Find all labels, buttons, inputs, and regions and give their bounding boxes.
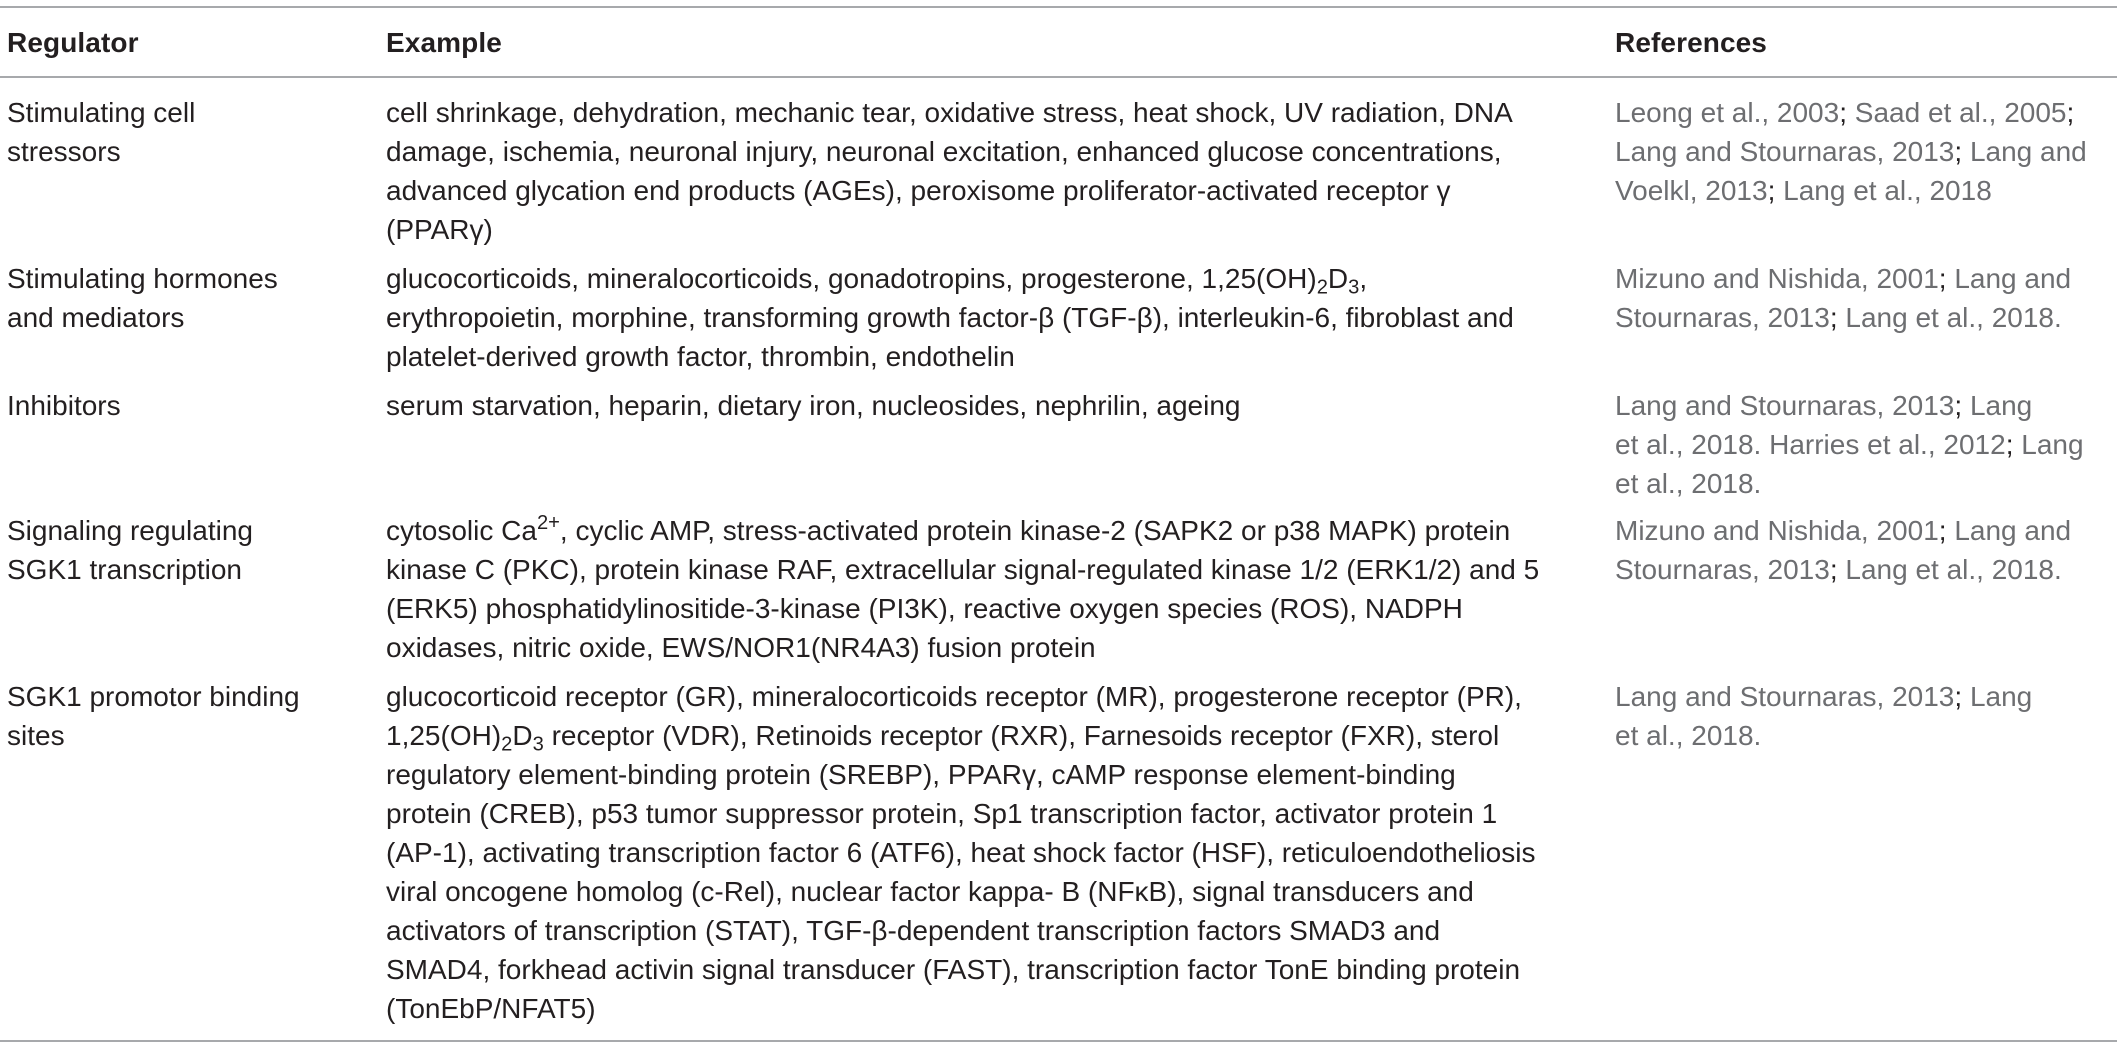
example-line <box>386 550 1571 589</box>
example-line <box>386 93 1571 132</box>
reference-link[interactable]: Mizuno and Nishida, 2001 <box>1615 515 1939 546</box>
example-line <box>386 989 1571 1028</box>
example-line <box>386 511 1571 550</box>
example-line <box>386 872 1571 911</box>
reference-separator: ; <box>2005 429 2022 460</box>
row-1-regulator <box>7 259 367 337</box>
bottom-rule <box>0 1040 2117 1042</box>
example-text: 1,25(OH) <box>386 720 502 751</box>
reference-separator: ; <box>1954 390 1970 421</box>
example-text: protein (CREB), p53 tumor suppressor protein, Sp1 transcription factor, activator protein 1 <box>386 798 1498 829</box>
example-text: advanced glycation end products (AGEs), peroxisome proliferator-activated receptor γ <box>386 175 1451 206</box>
regulator-line: stressors <box>7 136 121 167</box>
reference-line <box>1615 677 2115 716</box>
row-0-example <box>386 93 1571 249</box>
reference-separator: ; <box>1767 175 1784 206</box>
reference-link[interactable]: Lang and <box>1969 136 2087 167</box>
example-text: cell shrinkage, dehydration, mechanic tear, oxidative stress, heat shock, UV radiation, DNA <box>386 97 1513 128</box>
reference-link[interactable]: et al., 2018. Harries et al., 2012 <box>1615 429 2006 460</box>
regulator-line: Stimulating hormones <box>7 263 278 294</box>
header-example: Example <box>386 27 502 58</box>
example-text: (ERK5) phosphatidylinositide-3-kinase (PI3K), reactive oxygen species (ROS), NADPH <box>386 593 1463 624</box>
reference-link[interactable]: Leong et al., 2003 <box>1615 97 1840 128</box>
regulator-line: Signaling regulating <box>7 515 253 546</box>
example-line <box>386 132 1571 171</box>
example-line <box>386 950 1571 989</box>
reference-link[interactable]: Lang and Stournaras, 2013 <box>1615 390 1955 421</box>
subscript: 2 <box>501 733 513 756</box>
regulator-line: Stimulating cell <box>7 97 196 128</box>
row-1-references <box>1615 259 2115 337</box>
example-line <box>386 794 1571 833</box>
example-line <box>386 589 1571 628</box>
example-text: activators of transcription (STAT), TGF-β-dependent transcription factors SMAD3 and <box>386 915 1441 946</box>
row-3-example <box>386 511 1571 667</box>
regulator-line: sites <box>7 720 65 751</box>
example-text: serum starvation, heparin, dietary iron, nucleosides, nephrilin, ageing <box>386 390 1241 421</box>
reference-link[interactable]: Lang et al., 2018. <box>1845 554 2062 585</box>
example-text: SMAD4, forkhead activin signal transducer (FAST), transcription factor TonE binding protein <box>386 954 1521 985</box>
row-4-regulator <box>7 677 367 755</box>
reference-link[interactable]: Lang <box>1969 390 2033 421</box>
row-0-references <box>1615 93 2115 210</box>
example-line <box>386 259 1571 298</box>
reference-link[interactable]: Lang and Stournaras, 2013 <box>1615 681 1955 712</box>
example-line <box>386 716 1571 755</box>
reference-line <box>1615 171 2115 210</box>
regulator-line: SGK1 promotor binding <box>7 681 300 712</box>
subscript: 3 <box>532 733 544 756</box>
reference-link[interactable]: Stournaras, 2013 <box>1615 302 1830 333</box>
reference-link[interactable]: et al., 2018. <box>1615 468 1762 499</box>
example-line <box>386 833 1571 872</box>
reference-link[interactable]: Voelkl, 2013 <box>1615 175 1768 206</box>
reference-link[interactable]: Lang <box>2021 429 2084 460</box>
reference-separator: ; <box>1938 515 1955 546</box>
row-4-example <box>386 677 1571 1028</box>
example-line <box>386 337 1571 376</box>
reference-line <box>1615 132 2115 171</box>
row-2-example <box>386 386 1571 425</box>
example-text: (AP-1), activating transcription factor 6 (ATF6), heat shock factor (HSF), reticuloendotheliosis <box>386 837 1536 868</box>
row-0-regulator <box>7 93 367 171</box>
reference-line <box>1615 298 2115 337</box>
example-line <box>386 210 1571 249</box>
example-line <box>386 755 1571 794</box>
reference-link[interactable]: et al., 2018. <box>1615 720 1762 751</box>
superscript: 2+ <box>536 511 560 534</box>
example-line <box>386 677 1571 716</box>
row-1-example <box>386 259 1571 376</box>
example-text: D <box>512 720 533 751</box>
subscript: 2 <box>1316 276 1328 299</box>
reference-line <box>1615 386 2115 425</box>
example-line <box>386 298 1571 337</box>
regulator-line: and mediators <box>7 302 185 333</box>
reference-line <box>1615 259 2115 298</box>
reference-link[interactable]: Lang and <box>1954 263 2072 294</box>
header-references: References <box>1615 27 1767 58</box>
reference-line <box>1615 464 2115 503</box>
example-text: viral oncogene homolog (c-Rel), nuclear factor kappa- B (NFκB), signal transducers and <box>386 876 1474 907</box>
example-text: cytosolic Ca <box>386 515 537 546</box>
reference-separator: ; <box>1954 136 1970 167</box>
header-regulator: Regulator <box>7 27 139 58</box>
reference-link[interactable]: Mizuno and Nishida, 2001 <box>1615 263 1939 294</box>
reference-link[interactable]: Lang and <box>1954 515 2072 546</box>
reference-link[interactable]: Lang et al., 2018. <box>1845 302 2062 333</box>
example-line <box>386 628 1571 667</box>
reference-separator: ; <box>1839 97 1855 128</box>
regulator-line: SGK1 transcription <box>7 554 242 585</box>
reference-line <box>1615 716 2115 755</box>
reference-link[interactable]: Stournaras, 2013 <box>1615 554 1830 585</box>
reference-separator: ; <box>1829 302 1846 333</box>
example-text: receptor (VDR), Retinoids receptor (RXR), Farnesoids receptor (FXR), sterol <box>543 720 1500 751</box>
row-3-regulator <box>7 511 367 589</box>
example-line <box>386 911 1571 950</box>
reference-line <box>1615 550 2115 589</box>
example-text: glucocorticoids, mineralocorticoids, gonadotropins, progesterone, 1,25(OH) <box>386 263 1317 294</box>
example-text: kinase C (PKC), protein kinase RAF, extracellular signal-regulated kinase 1/2 (ERK1/2) and 5 <box>386 554 1540 585</box>
example-text: regulatory element-binding protein (SREBP), PPARγ, cAMP response element-binding <box>386 759 1456 790</box>
top-rule <box>0 6 2117 8</box>
example-line <box>386 171 1571 210</box>
reference-separator: ; <box>1954 681 1970 712</box>
reference-link[interactable]: Lang et al., 2018 <box>1783 175 1992 206</box>
example-text: glucocorticoid receptor (GR), mineralocorticoids receptor (MR), progesterone receptor (PR), <box>386 681 1522 712</box>
reference-link[interactable]: Saad et al., 2005 <box>1854 97 2067 128</box>
reference-separator: ; <box>1829 554 1846 585</box>
reference-link[interactable]: Lang and Stournaras, 2013 <box>1615 136 1955 167</box>
regulator-line: Inhibitors <box>7 390 121 421</box>
example-text: D <box>1327 263 1349 294</box>
row-3-references <box>1615 511 2115 589</box>
example-text: platelet-derived growth factor, thrombin, endothelin <box>386 341 1015 372</box>
reference-separator: ; <box>2066 97 2075 128</box>
row-4-references <box>1615 677 2115 755</box>
example-text: erythropoietin, morphine, transforming growth factor-β (TGF-β), interleukin-6, fibroblast and <box>386 302 1514 333</box>
example-text: (PPARγ) <box>386 214 493 245</box>
example-text: damage, ischemia, neuronal injury, neuronal excitation, enhanced glucose concentrations, <box>386 136 1502 167</box>
reference-separator: ; <box>1938 263 1955 294</box>
reference-line <box>1615 93 2115 132</box>
row-2-regulator <box>7 386 367 425</box>
example-text: (TonEbP/NFAT5) <box>386 993 596 1024</box>
subscript: 3 <box>1348 276 1360 299</box>
reference-line <box>1615 425 2115 464</box>
header-rule <box>0 76 2117 78</box>
reference-link[interactable]: Lang <box>1969 681 2033 712</box>
example-text: , cyclic AMP, stress-activated protein kinase-2 (SAPK2 or p38 MAPK) protein <box>559 515 1511 546</box>
example-text: oxidases, nitric oxide, EWS/NOR1(NR4A3) fusion protein <box>386 632 1096 663</box>
example-line <box>386 386 1571 425</box>
reference-line <box>1615 511 2115 550</box>
row-2-references <box>1615 386 2115 503</box>
example-text: , <box>1359 263 1368 294</box>
